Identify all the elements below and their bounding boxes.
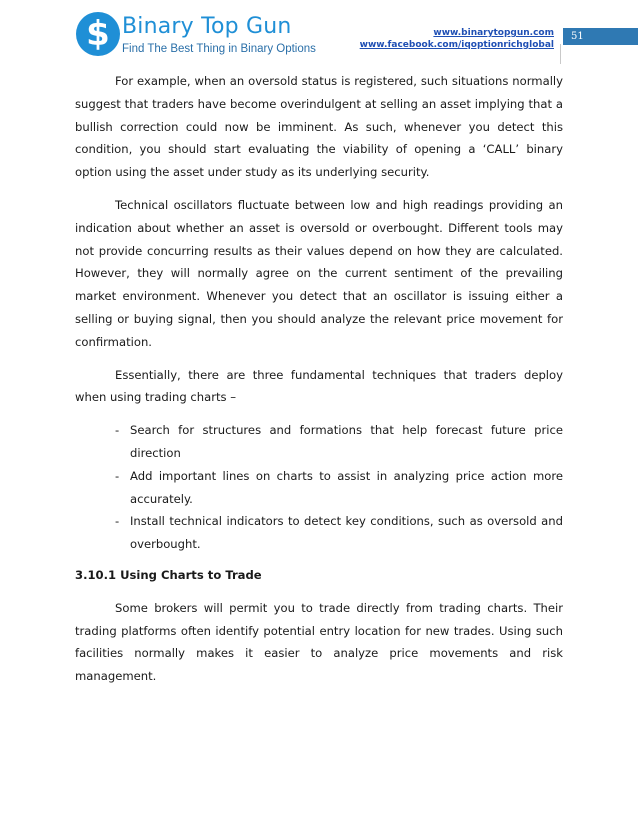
list-item-text: Search for structures and formations that help forecast future price direction bbox=[130, 423, 563, 460]
paragraph-4: Some brokers will permit you to trade directly from trading charts. Their trading platforms often identify potential entry location for new trades. Using such facilities normally makes it easier to analyze price movements and risk management. bbox=[75, 600, 563, 684]
section-heading: 3.10.1 Using Charts to Trade bbox=[75, 567, 262, 582]
logo bbox=[76, 10, 316, 60]
page-content bbox=[75, 70, 563, 698]
paragraph-2: Technical oscillators fluctuate between low and high readings providing an indication about whether an asset is oversold or overbought. Different tools may not provide concurring results as their values depend on how they are calculated. However, they will normally agree on the current sentiment of the prevailing market environment. Whenever you detect that an oscillator is issuing either a selling or buying signal, then you should analyze the relevant price movement for confirmation. bbox=[75, 197, 563, 349]
facebook-link[interactable]: www.facebook.com/iqoptionrichglobal bbox=[359, 40, 554, 50]
website-link[interactable]: www.binarytopgun.com bbox=[433, 28, 554, 38]
bullet-dash: - bbox=[115, 423, 120, 438]
logo-tagline: Find The Best Thing in Binary Options bbox=[122, 43, 316, 55]
header-divider bbox=[560, 44, 561, 64]
dollar-sign: $ bbox=[86, 14, 110, 54]
page-number: 51 bbox=[571, 31, 584, 42]
list-item bbox=[75, 465, 563, 511]
list-item bbox=[75, 419, 563, 465]
bullet-dash: - bbox=[115, 514, 120, 529]
technique-list bbox=[75, 419, 563, 556]
list-item-text: Install technical indicators to detect key conditions, such as oversold and overbought. bbox=[130, 514, 563, 552]
paragraph-3: Essentially, there are three fundamental techniques that traders deploy when using trading charts – bbox=[75, 367, 563, 405]
bullet-dash: - bbox=[115, 468, 120, 483]
list-item-text: Add important lines on charts to assist in analyzing price action more accurately. bbox=[130, 468, 563, 506]
list-item bbox=[75, 510, 563, 556]
header-links bbox=[360, 27, 554, 51]
paragraph-1: For example, when an oversold status is registered, such situations normally suggest that traders have become overindulgent at selling an asset implying that a bullish correction could now be imminent. As such, whenever you detect this condition, you should start evaluating the viability of opening a ‘CALL’ binary option using the asset under study as its underlying security. bbox=[75, 74, 563, 180]
logo-title: Binary Top Gun bbox=[122, 14, 292, 39]
